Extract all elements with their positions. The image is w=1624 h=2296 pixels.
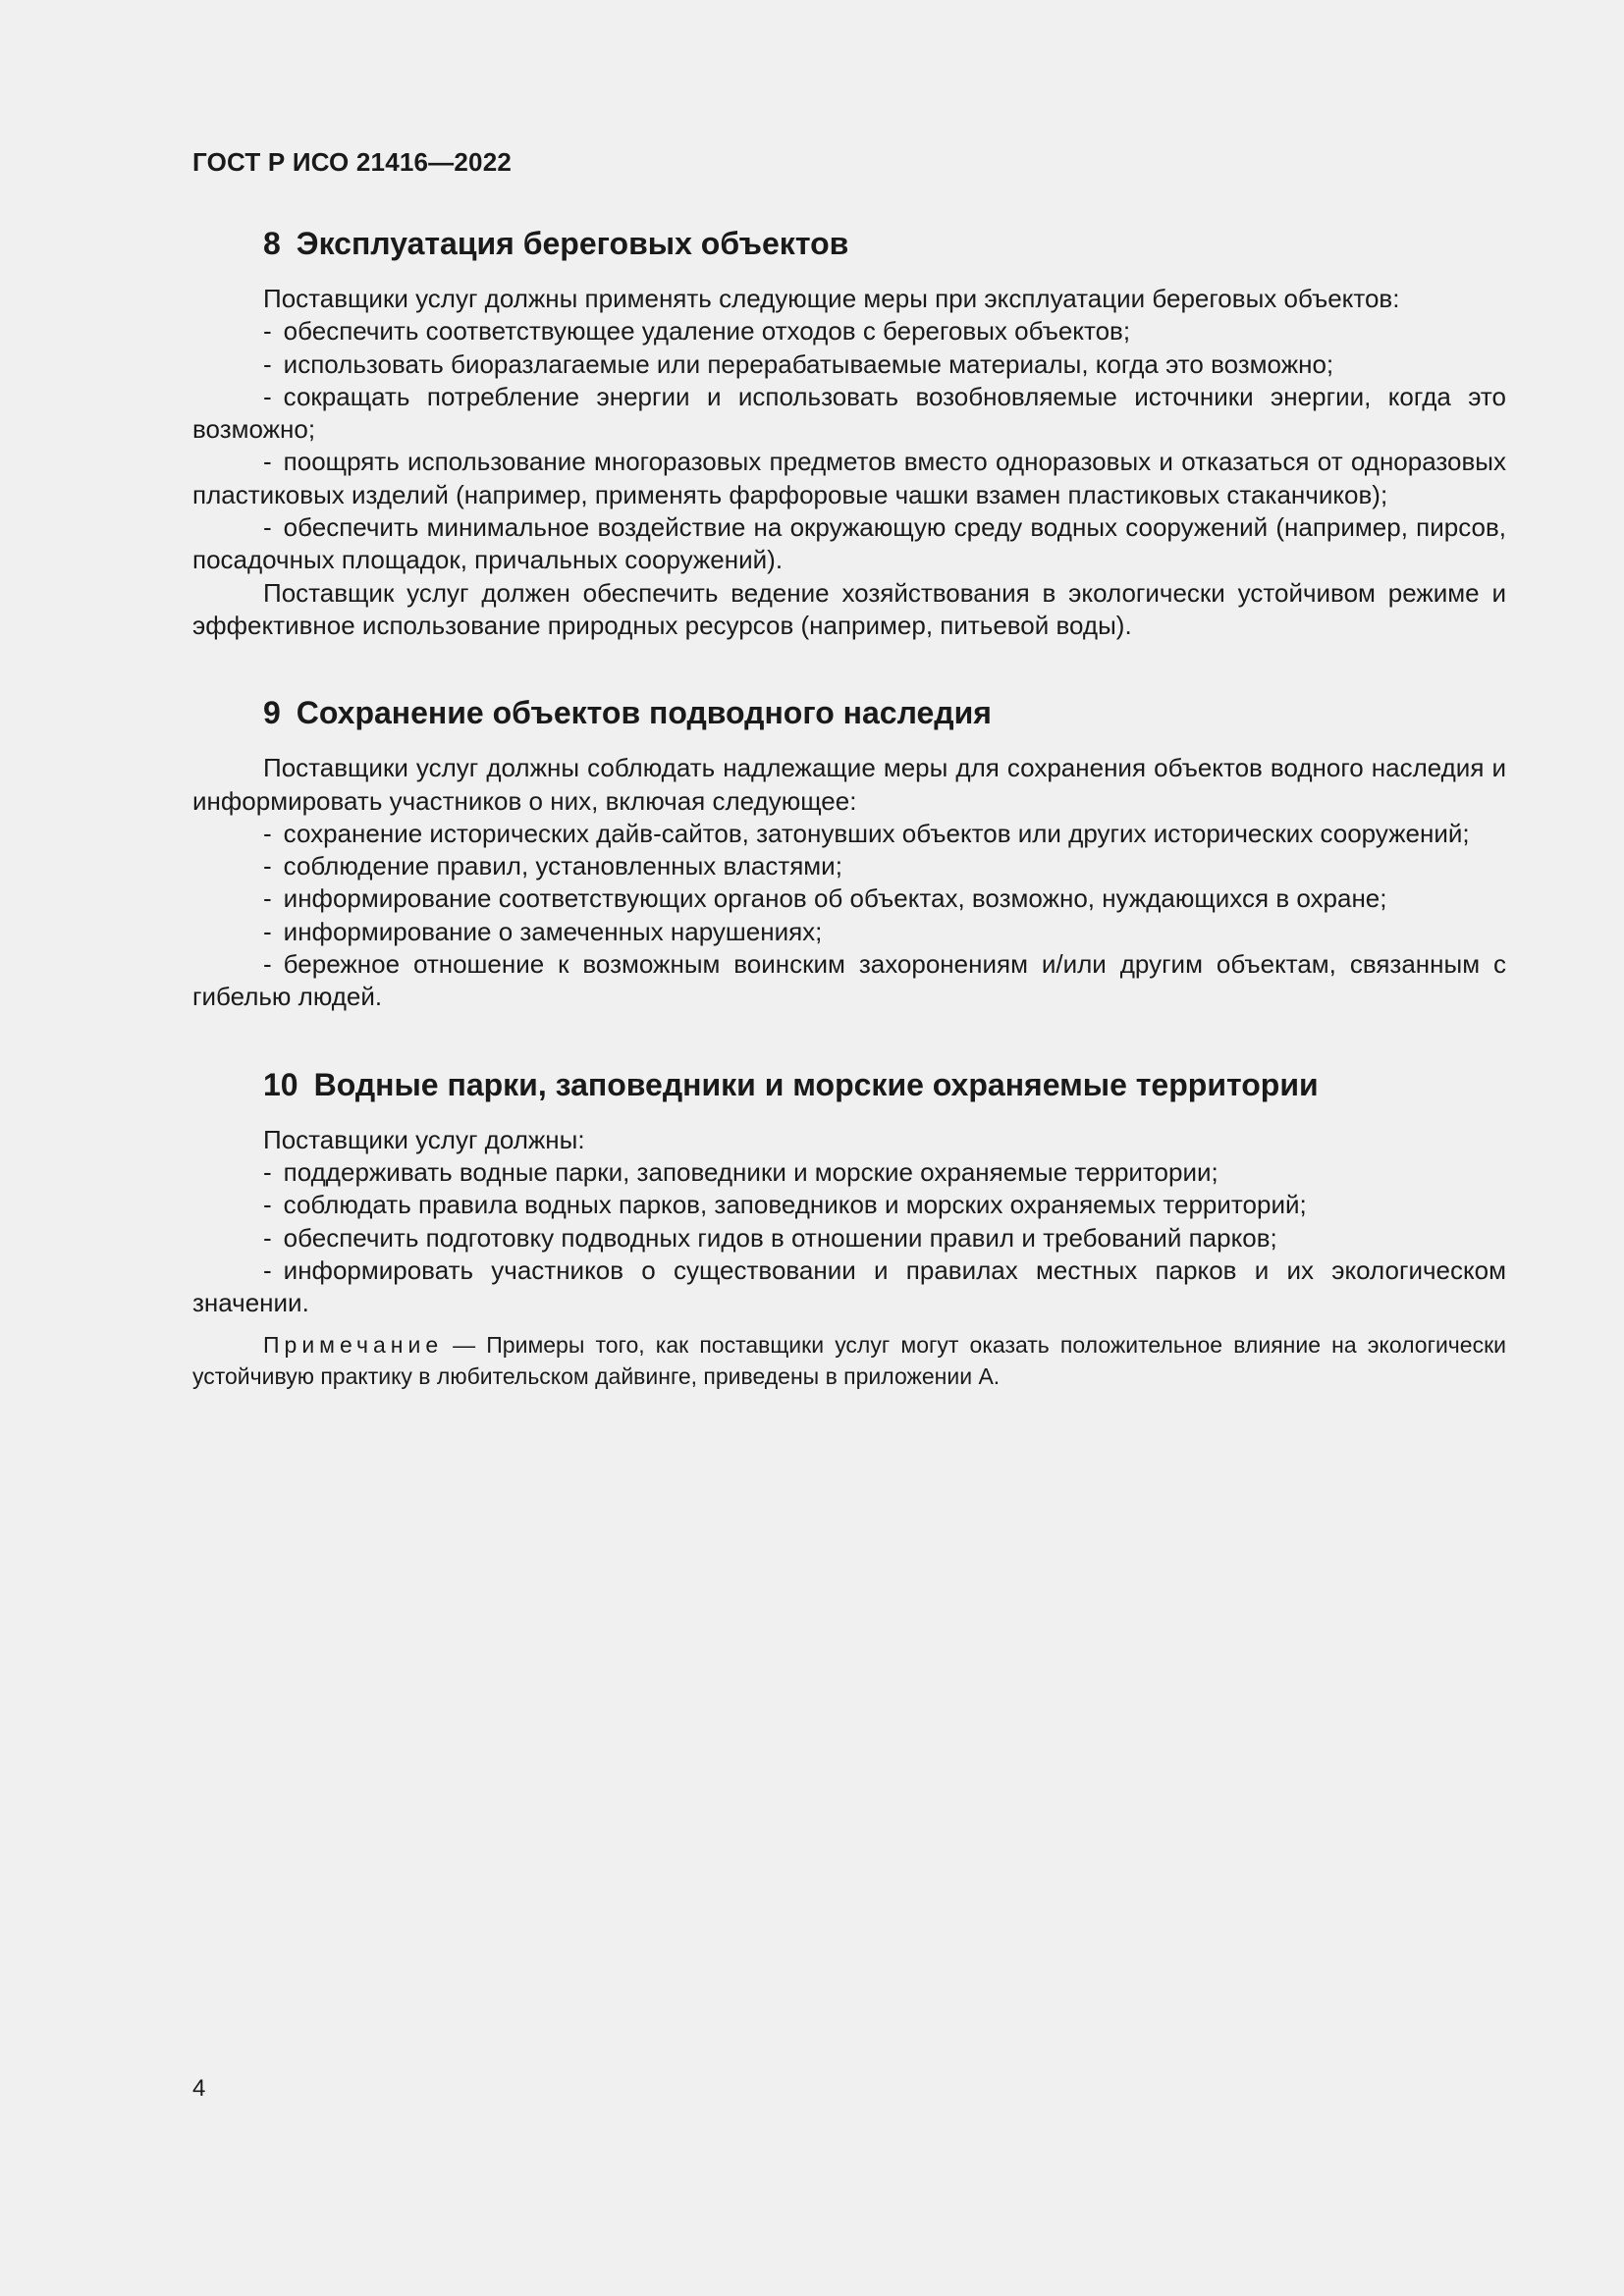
section-9-heading: [192, 693, 1506, 732]
page-number: 4: [192, 2075, 206, 2102]
list-item: - информировать участников о существовании и правилах местных парков и их экологическом значении.: [192, 1255, 1506, 1318]
section-number: 10: [263, 1066, 298, 1102]
note: [192, 1329, 1506, 1392]
section-8-heading: [192, 224, 1506, 263]
list-item: - обеспечить соответствующее удаление отходов с береговых объектов;: [263, 316, 1131, 347]
section-8-intro: Поставщики услуг должны применять следующие меры при эксплуатации береговых объектов:: [263, 284, 1400, 313]
list-item: - соблюдение правил, установленных властями;: [263, 851, 842, 881]
note-text: — Примеры того, как поставщики услуг могут оказать положительное влияние на экологически устойчивую практику в любительском дайвинге, приведены в приложении А.: [192, 1332, 1506, 1390]
section-10-heading: [192, 1065, 1506, 1104]
section-title: Эксплуатация береговых объектов: [296, 226, 849, 261]
list-item: - поощрять использование многоразовых предметов вместо одноразовых и отказаться от одноразовых пластиковых изделий (например, применять фарфоровые чашки взамен пластиковых стаканчиков);: [192, 447, 1506, 509]
section-number: 9: [263, 695, 281, 731]
list-item: - использовать биоразлагаемые или перерабатываемые материалы, когда это возможно;: [263, 348, 1334, 379]
list-item: - соблюдать правила водных парков, заповедников и морских охраняемых территорий;: [263, 1190, 1307, 1220]
section-title: Водные парки, заповедники и морские охраняемые территории: [313, 1066, 1319, 1102]
list-item: - бережное отношение к возможным воинским захоронениям и/или другим объектам, связанным с гибелью людей.: [192, 949, 1506, 1012]
list-item: - информирование соответствующих органов об объектах, возможно, нуждающихся в охране;: [263, 883, 1387, 914]
section-9-intro: Поставщики услуг должны соблюдать надлежащие меры для сохранения объектов водного наследия и информировать участников о них, включая следующее:: [192, 753, 1506, 816]
list-item: - сокращать потребление энергии и использовать возобновляемые источники энергии, когда это возможно;: [192, 381, 1506, 445]
section-8-outro: Поставщик услуг должен обеспечить ведение хозяйствования в экологически устойчивом режиме и эффективное использование природных ресурсов (например, питьевой воды).: [192, 577, 1506, 640]
note-label: Примечание: [263, 1332, 444, 1359]
section-title: Сохранение объектов подводного наследия: [296, 695, 992, 731]
section-10-intro: Поставщики услуг должны:: [263, 1124, 585, 1154]
list-item: - информирование о замеченных нарушениях;: [263, 916, 823, 946]
list-item: - обеспечить подготовку подводных гидов в отношении правил и требований парков;: [263, 1222, 1277, 1253]
document-id: ГОСТ Р ИСО 21416—2022: [192, 147, 513, 177]
list-item: - поддерживать водные парки, заповедники и морские охраняемые территории;: [263, 1156, 1218, 1187]
section-number: 8: [263, 226, 281, 261]
list-item: - обеспечить минимальное воздействие на окружающую среду водных сооружений (например, пирсов, посадочных площадок, причальных сооружений).: [192, 512, 1506, 575]
page-content: [192, 224, 1506, 1392]
list-item: - сохранение исторических дайв-сайтов, затонувших объектов или других исторических сооружений;: [263, 818, 1470, 848]
